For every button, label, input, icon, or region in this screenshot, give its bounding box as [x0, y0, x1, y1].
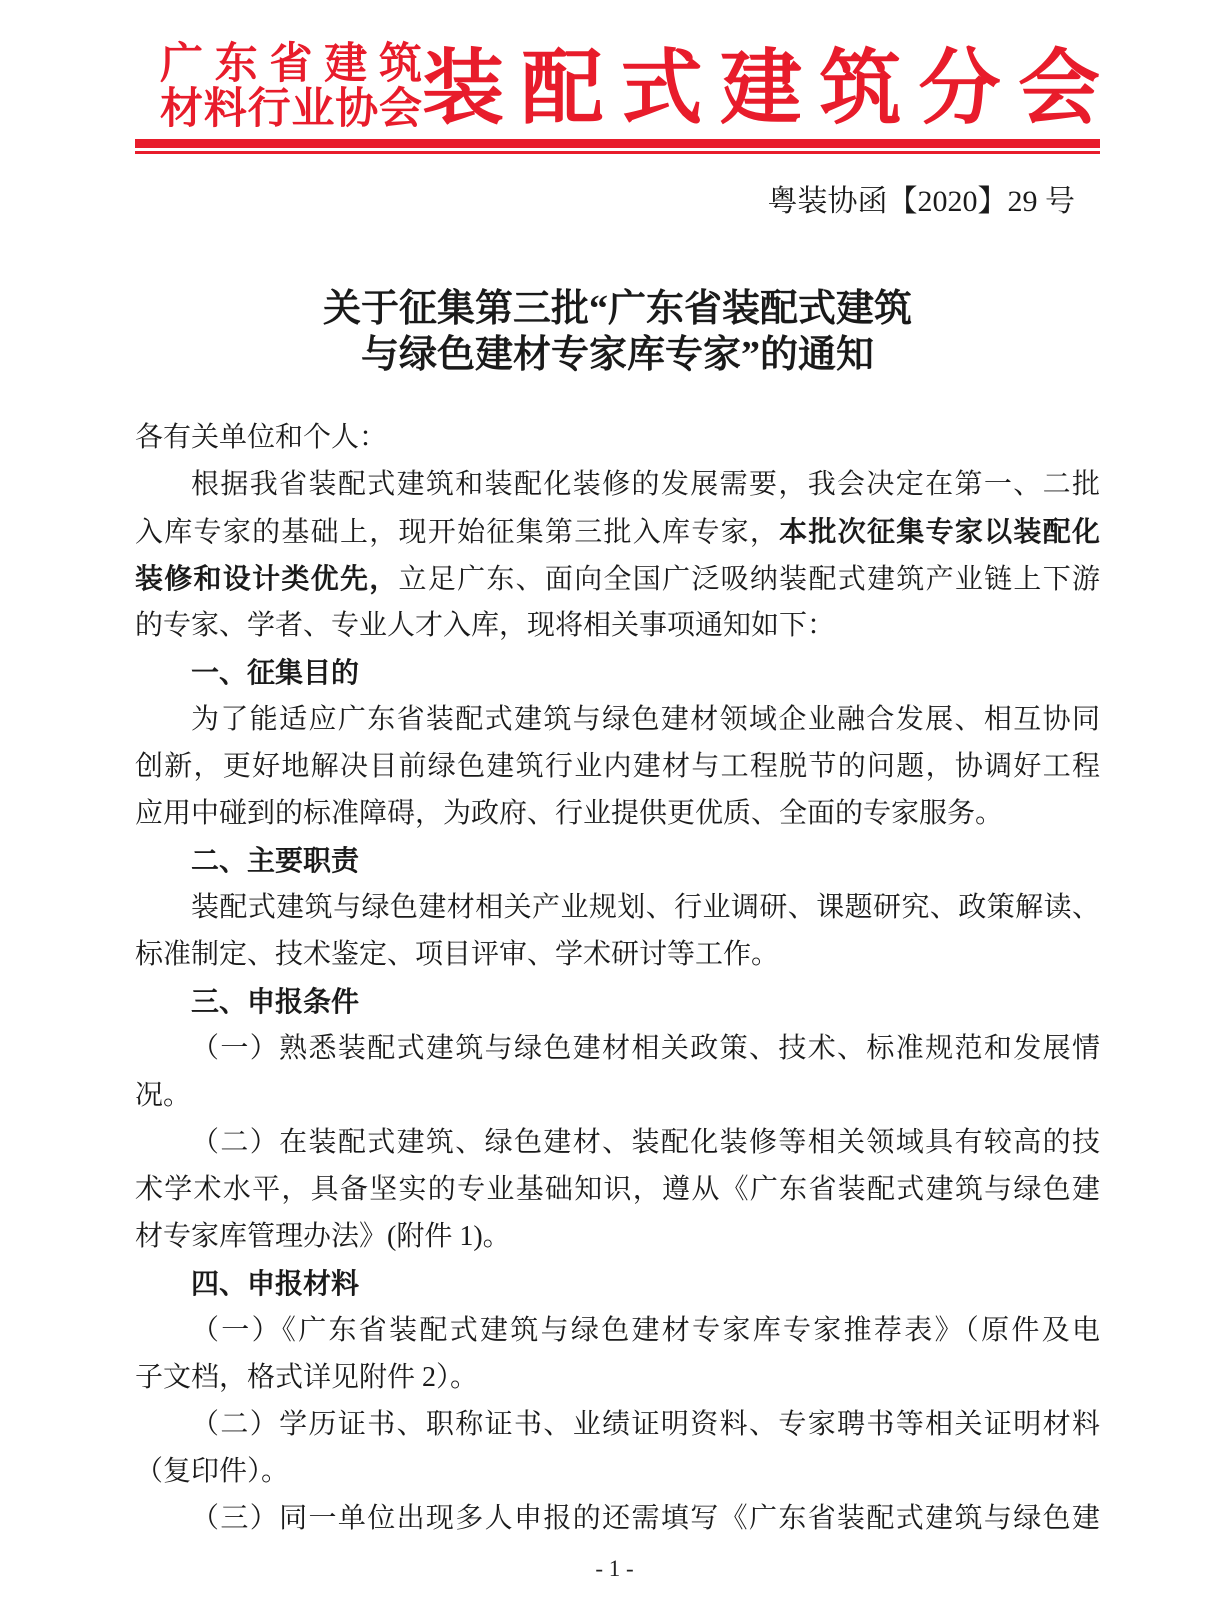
text-segment: （二）学历证书、职称证书、业绩证明资料、专家聘书等相关证明材料 [191, 1409, 1100, 1440]
text-segment: 装配式建筑与绿色建材相关产业规划、行业调研、课题研究、政策解读、 [191, 892, 1100, 923]
section-heading [135, 978, 1100, 1025]
body-line [135, 1307, 1100, 1354]
body-line [135, 743, 1100, 790]
section-heading [135, 837, 1100, 884]
organization-name-line2: 材料行业协会 [160, 85, 422, 133]
header-divider-thin [135, 151, 1100, 154]
text-segment: 为了能适应广东省装配式建筑与绿色建材领域企业融合发展、相互协同 [191, 704, 1100, 735]
notice-title-line1: 关于征集第三批“广东省装配式建筑 [322, 288, 912, 330]
text-segment: 应用中碰到的标准障碍，为政府、行业提供更优质、全面的专家服务。 [135, 798, 1004, 829]
body-line [135, 1354, 1100, 1401]
text-segment: （三）同一单位出现多人申报的还需填写《广东省装配式建筑与绿色建 [191, 1503, 1100, 1534]
text-segment: 的专家、学者、专业人才入库，现将相关事项通知如下： [135, 610, 836, 641]
body-line [135, 1448, 1100, 1495]
body-line [135, 1401, 1100, 1448]
notice-title [135, 286, 1100, 378]
text-segment: 入库专家的基础上，现开始征集第三批入库专家， [135, 517, 780, 548]
body-line [135, 790, 1100, 837]
emphasized-text: 三、申报条件 [191, 986, 360, 1017]
body-line [135, 1119, 1100, 1166]
body-line [135, 1495, 1100, 1542]
document-number: 粤装协函【2020】29 号 [767, 185, 1075, 218]
body-line [135, 508, 1100, 555]
body-line [135, 414, 1100, 461]
section-heading [135, 649, 1100, 696]
emphasized-text: 二、主要职责 [191, 845, 360, 876]
emphasized-text: 本批次征集专家以装配化 [779, 516, 1100, 547]
body-line [135, 1025, 1100, 1072]
document-body [135, 414, 1100, 1542]
text-segment: （一）熟悉装配式建筑与绿色建材相关政策、技术、标准规范和发展情 [191, 1033, 1100, 1064]
text-segment: 材专家库管理办法》(附件 1)。 [135, 1221, 511, 1252]
body-line [135, 1166, 1100, 1213]
notice-title-line2: 与绿色建材专家库专家”的通知 [360, 334, 874, 376]
letterhead [135, 42, 1100, 132]
text-segment: 标准制定、技术鉴定、项目评审、学术研讨等工作。 [135, 939, 780, 970]
text-segment: 术学术水平，具备坚实的专业基础知识，遵从《广东省装配式建筑与绿色建 [135, 1174, 1100, 1205]
header-divider-thick [135, 139, 1100, 148]
text-segment: 各有关单位和个人： [135, 422, 388, 453]
body-line [135, 884, 1100, 931]
body-line [135, 555, 1100, 602]
text-segment: 立足广东、面向全国广泛吸纳装配式建筑产业链上下游 [398, 564, 1100, 595]
page-number: - 1 - [595, 1556, 634, 1581]
text-segment: （复印件）。 [135, 1456, 290, 1487]
body-line [135, 696, 1100, 743]
text-segment: 子文档，格式详见附件 2）。 [135, 1362, 479, 1393]
text-segment: （二）在装配式建筑、绿色建材、装配化装修等相关领域具有较高的技 [191, 1127, 1100, 1158]
body-line [135, 602, 1100, 649]
body-line [135, 1213, 1100, 1260]
text-segment: 创新，更好地解决目前绿色建筑行业内建材与工程脱节的问题，协调好工程 [135, 751, 1100, 782]
text-segment: （一）《广东省装配式建筑与绿色建材专家库专家推荐表》（原件及电 [191, 1315, 1100, 1346]
body-line [135, 461, 1100, 508]
organization-name-line1: 广东省建筑 [160, 40, 422, 88]
body-line [135, 931, 1100, 978]
emphasized-text: 装修和设计类优先， [135, 563, 399, 594]
branch-title: 装配式建筑分会 [422, 43, 1100, 134]
section-heading [135, 1260, 1100, 1307]
body-line [135, 1072, 1100, 1119]
emphasized-text: 一、征集目的 [191, 657, 360, 688]
organization-name [160, 42, 422, 132]
text-segment: 根据我省装配式建筑和装配化装修的发展需要，我会决定在第一、二批 [191, 469, 1100, 500]
text-segment: 况。 [135, 1080, 192, 1111]
emphasized-text: 四、申报材料 [191, 1268, 360, 1299]
